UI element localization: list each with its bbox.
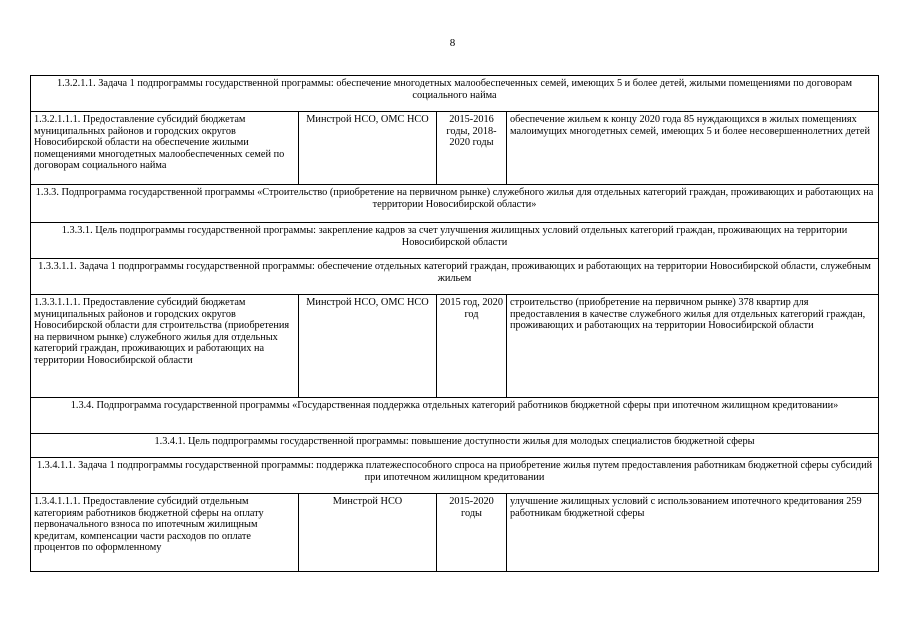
table-row-header	[31, 398, 879, 434]
table-row-header	[31, 434, 879, 458]
table-row	[31, 295, 879, 398]
measure-cell: 1.3.2.1.1.1. Предоставление субсидий бюджетам муниципальных районов и городских округов Новосибирской области на обеспечение жилыми помещениями многодетных малообеспеченных семей по договорам социального найма	[31, 112, 299, 185]
measure-cell: 1.3.3.1.1.1. Предоставление субсидий бюджетам муниципальных районов и городских округов Новосибирской области для строительства (приобретения на первичном рынке) служебного жилья для отдельных категорий граждан, проживающих и работающих на территории Новосибирской области	[31, 295, 299, 398]
section-heading-goal: 1.3.3.1. Цель подпрограммы государственной программы: закрепление кадров за счет улучшения жилищных условий отдельных категорий граждан, проживающих на территории Новосибирской области	[31, 223, 879, 259]
section-heading-task: 1.3.4.1.1. Задача 1 подпрограммы государственной программы: поддержка платежеспособного спроса на приобретение жилья путем предоставления работникам бюджетной сферы субсидий при ипотечном жилищном кредитовании	[31, 458, 879, 494]
section-heading-subprogram: 1.3.4. Подпрограмма государственной программы «Государственная поддержка отдельных категорий работников бюджетной сферы при ипотечном жилищном кредитовании»	[31, 398, 879, 434]
page-number: 8	[449, 37, 456, 49]
program-measures-table	[30, 75, 879, 572]
section-heading-subprogram: 1.3.3. Подпрограмма государственной программы «Строительство (приобретение на первичном рынке) служебного жилья для отдельных категорий граждан, проживающих и работающих на территории Новосибирской области»	[31, 185, 879, 223]
executor-cell: Минстрой НСО, ОМС НСО	[299, 295, 437, 398]
table-row-header	[31, 76, 879, 112]
section-heading-task: 1.3.3.1.1. Задача 1 подпрограммы государственной программы: обеспечение отдельных категорий граждан, проживающих и работающих на территории Новосибирской области, служебным жильем	[31, 259, 879, 295]
result-cell: улучшение жилищных условий с использованием ипотечного кредитования 259 работникам бюджетной сферы	[507, 494, 879, 572]
period-cell: 2015 год, 2020 год	[437, 295, 507, 398]
period-cell: 2015-2020 годы	[437, 494, 507, 572]
measure-cell: 1.3.4.1.1.1. Предоставление субсидий отдельным категориям работников бюджетной сферы на оплату первоначального взноса по ипотечным жилищным кредитам, компенсации части расходов по оплате процентов по оформленному	[31, 494, 299, 572]
table-row-header	[31, 185, 879, 223]
period-cell: 2015-2016 годы, 2018-2020 годы	[437, 112, 507, 185]
table-row-header	[31, 458, 879, 494]
executor-cell: Минстрой НСО, ОМС НСО	[299, 112, 437, 185]
section-heading-task: 1.3.2.1.1. Задача 1 подпрограммы государственной программы: обеспечение многодетных малообеспеченных семей, имеющих 5 и более детей, жилыми помещениями по договорам социального найма	[31, 76, 879, 112]
table-row	[31, 494, 879, 572]
section-heading-goal: 1.3.4.1. Цель подпрограммы государственной программы: повышение доступности жилья для молодых специалистов бюджетной сферы	[31, 434, 879, 458]
result-cell: обеспечение жильем к концу 2020 года 85 нуждающихся в жилых помещениях малоимущих многодетных семей, имеющих 5 и более несовершеннолетних детей	[507, 112, 879, 185]
table-row-header	[31, 259, 879, 295]
executor-cell: Минстрой НСО	[299, 494, 437, 572]
result-cell: строительство (приобретение на первичном рынке) 378 квартир для предоставления в качестве служебного жилья для отдельных категорий граждан, проживающих и работающих на территории Новосибирской области	[507, 295, 879, 398]
table-row-header	[31, 223, 879, 259]
table-row	[31, 112, 879, 185]
